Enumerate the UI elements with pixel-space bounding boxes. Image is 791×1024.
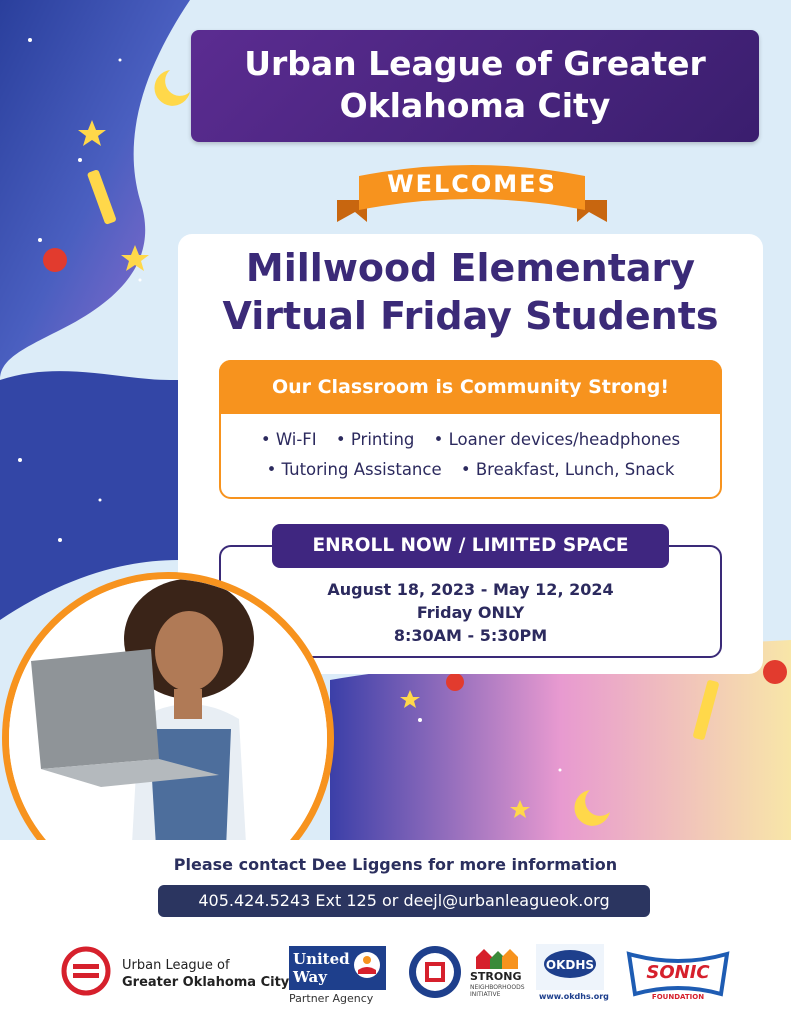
enroll-dates: August 18, 2023 - May 12, 2024 bbox=[327, 580, 614, 599]
united-way-subtitle: Partner Agency bbox=[289, 992, 374, 1005]
city-seal-icon bbox=[407, 944, 463, 1000]
urban-league-logo-icon bbox=[60, 945, 112, 997]
united-way-line-1: United bbox=[293, 950, 350, 968]
title-box bbox=[191, 30, 759, 142]
title-line-1: Urban League of Greater bbox=[244, 44, 706, 83]
school-heading bbox=[178, 244, 763, 340]
feature-printing: • Printing bbox=[335, 430, 415, 449]
urban-league-logo-text bbox=[122, 957, 289, 991]
sonic-logo-text: SONIC bbox=[646, 962, 710, 983]
okdhs-url: www.okdhs.org bbox=[539, 992, 609, 1001]
feature-loaner-devices: • Loaner devices/headphones bbox=[433, 430, 681, 449]
title-line-2: Oklahoma City bbox=[339, 86, 611, 125]
feature-meals: • Breakfast, Lunch, Snack bbox=[460, 460, 675, 479]
contact-line: Please contact Dee Liggens for more information bbox=[173, 855, 618, 874]
contact-details: 405.424.5243 Ext 125 or deejl@urbanleagueok.org bbox=[158, 885, 650, 917]
sonic-logo-subtitle: FOUNDATION bbox=[651, 993, 705, 1001]
welcomes-text: WELCOMES bbox=[387, 170, 557, 198]
enroll-day: Friday ONLY bbox=[416, 603, 525, 622]
strong-neighborhoods-houses-icon bbox=[474, 945, 518, 969]
feature-wifi: • Wi-FI bbox=[260, 430, 317, 449]
features-row-2 bbox=[219, 460, 722, 479]
community-title: Our Classroom is Community Strong! bbox=[219, 360, 722, 414]
features-row-1 bbox=[219, 430, 722, 449]
feature-tutoring: • Tutoring Assistance bbox=[266, 460, 442, 479]
urban-league-line-1: Urban League of bbox=[122, 958, 230, 973]
enroll-hours: 8:30AM - 5:30PM bbox=[393, 626, 548, 645]
strong-logo-text: STRONG bbox=[470, 970, 522, 983]
okdhs-logo-text: OKDHS bbox=[545, 958, 595, 972]
strong-logo-subtitle: NEIGHBORHOODS INITIATIVE bbox=[470, 984, 525, 998]
heading-line-2: Virtual Friday Students bbox=[222, 294, 719, 338]
okdhs-logo-icon bbox=[536, 944, 604, 990]
heading-line-1: Millwood Elementary bbox=[245, 246, 696, 290]
enroll-title: ENROLL NOW / LIMITED SPACE bbox=[272, 524, 669, 568]
united-way-line-2: Way bbox=[293, 968, 327, 986]
united-way-hand-icon bbox=[352, 950, 382, 980]
urban-league-line-2: Greater Oklahoma City bbox=[122, 975, 290, 990]
